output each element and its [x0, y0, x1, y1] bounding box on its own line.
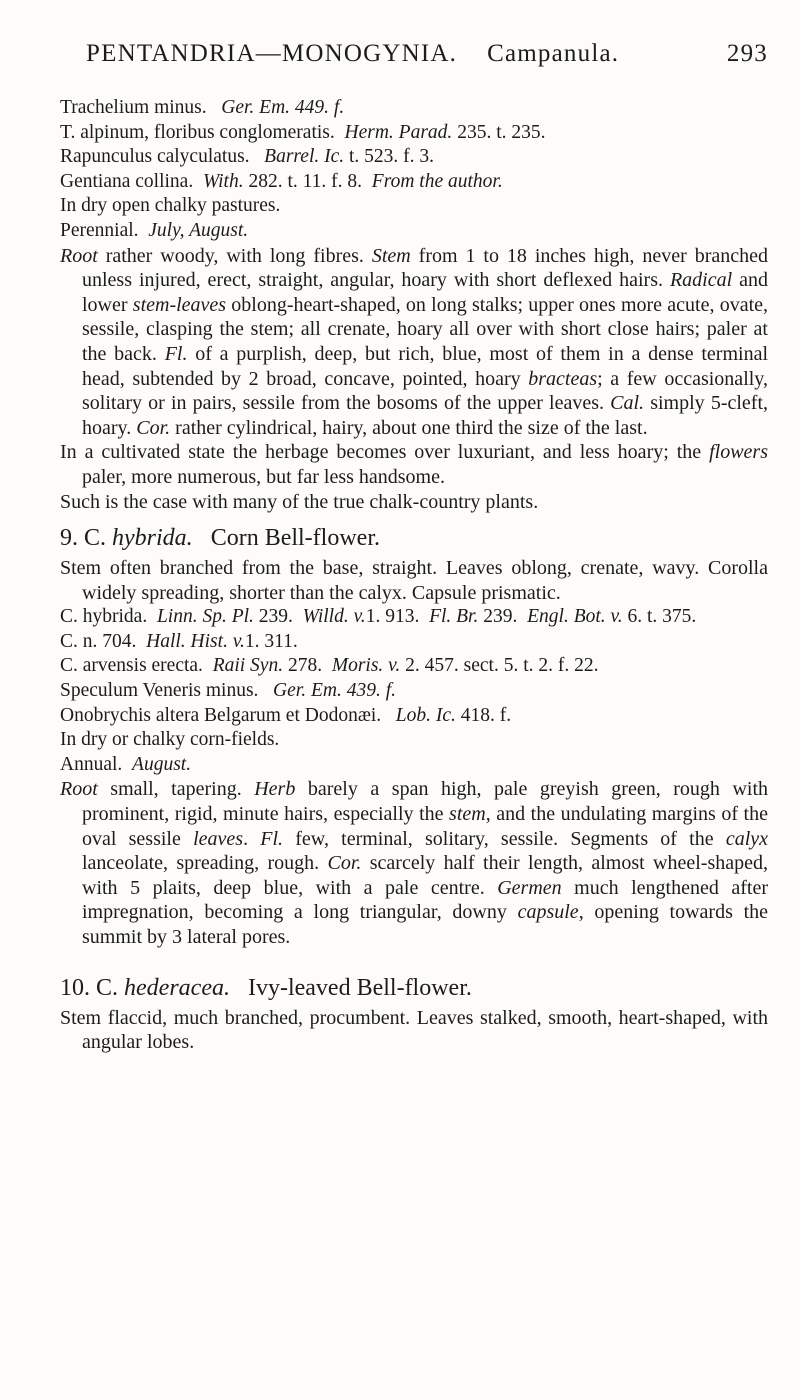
- species-heading-hederacea: 10. C. hederacea. Ivy-leaved Bell-flower.: [60, 974, 472, 1001]
- description: Root small, tapering. Herb barely a span high, pale greyish green, rough with prominent, rigid, minute hairs, especially the stem, and the undulating margins of the oval sessile leaves. Fl. few, terminal, solitary, sessile. Segments of the calyx lanceolate, spreading, rough. Cor. scarcely half their length, almost wheel-shaped, with 5 plaits, deep blue, with a pale centre. Germen much lengthened after impregnation, becoming a long triangular, downy capsule, opening towards the summit by 3 lateral pores.: [60, 778, 769, 948]
- synonym-rapunculus: Rapunculus calyculatus. Barrel. Ic. t. 523. f. 3.: [60, 146, 435, 168]
- diagnosis: Stem flaccid, much branched, procumbent. Leaves stalked, smooth, heart-shaped, with angular lobes.: [60, 1006, 768, 1054]
- species-heading-hybrida: 9. C. hybrida. Corn Bell-flower.: [60, 525, 380, 552]
- page-number: 293: [726, 40, 768, 67]
- synonym-t-alpinum: T. alpinum, floribus conglomeratis. Herm. Parad. 235. t. 235.: [60, 121, 546, 143]
- running-head-genus: Campanula.: [487, 40, 620, 67]
- running-head: [60, 40, 768, 96]
- synonym-c-arvensis: C. arvensis erecta. Raii Syn. 278. Moris. v. 2. 457. sect. 5. t. 2. f. 22.: [60, 655, 599, 677]
- diagnosis: Stem often branched from the base, straight. Leaves oblong, crenate, wavy. Corolla widely spreading, shorter than the calyx. Capsule prismatic.: [60, 557, 768, 604]
- chalk-note: Such is the case with many of the true chalk-country plants.: [60, 490, 539, 513]
- synonym-c-n-704: C. n. 704. Hall. Hist. v.1. 311.: [60, 630, 298, 652]
- synonym-trachelium-minus: Trachelium minus. Ger. Em. 449. f.: [60, 97, 345, 118]
- synonym-speculum-veneris: Speculum Veneris minus. Ger. Em. 439. f.: [60, 680, 396, 702]
- duration-flowering: Perennial. July, August.: [60, 219, 249, 241]
- synonym-onobrychis: Onobrychis altera Belgarum et Dodonæi. Lob. Ic. 418. f.: [60, 704, 512, 726]
- habitat: In dry open chalky pastures.: [60, 195, 281, 217]
- duration-flowering: Annual. August.: [60, 753, 192, 775]
- running-head-section: PENTANDRIA—MONOGYNIA.: [86, 40, 458, 67]
- cultivated-note: In a cultivated state the herbage becomes over luxuriant, and less hoary; the flowers paler, more numerous, but far less handsome.: [60, 441, 768, 488]
- synonym-c-hybrida: C. hybrida. Linn. Sp. Pl. 239. Willd. v.1. 913. Fl. Br. 239. Engl. Bot. v. 6. t. 375.: [60, 606, 697, 628]
- habitat: In dry or chalky corn-fields.: [60, 729, 280, 751]
- description: Root rather woody, with long fibres. Stem from 1 to 18 inches high, never branched unless injured, erect, straight, angular, hoary with short deflexed hairs. Radical and lower stem-leaves oblong-heart-shaped, on long stalks; upper ones more acute, ovate, sessile, clasping the stem; all crenate, hoary all over with short close hairs; paler at the back. Fl. of a purplish, deep, but rich, blue, most of them in a dense terminal head, subtended by 2 broad, concave, pointed, hoary bracteas; a few occasionally, solitary or in pairs, sessile from the bosoms of the upper leaves. Cal. simply 5-cleft, hoary. Cor. rather cylindrical, hairy, about one third the size of the last.: [60, 244, 769, 439]
- page: [60, 40, 768, 1055]
- synonym-gentiana-collina: Gentiana collina. With. 282. t. 11. f. 8. From the author.: [60, 170, 503, 192]
